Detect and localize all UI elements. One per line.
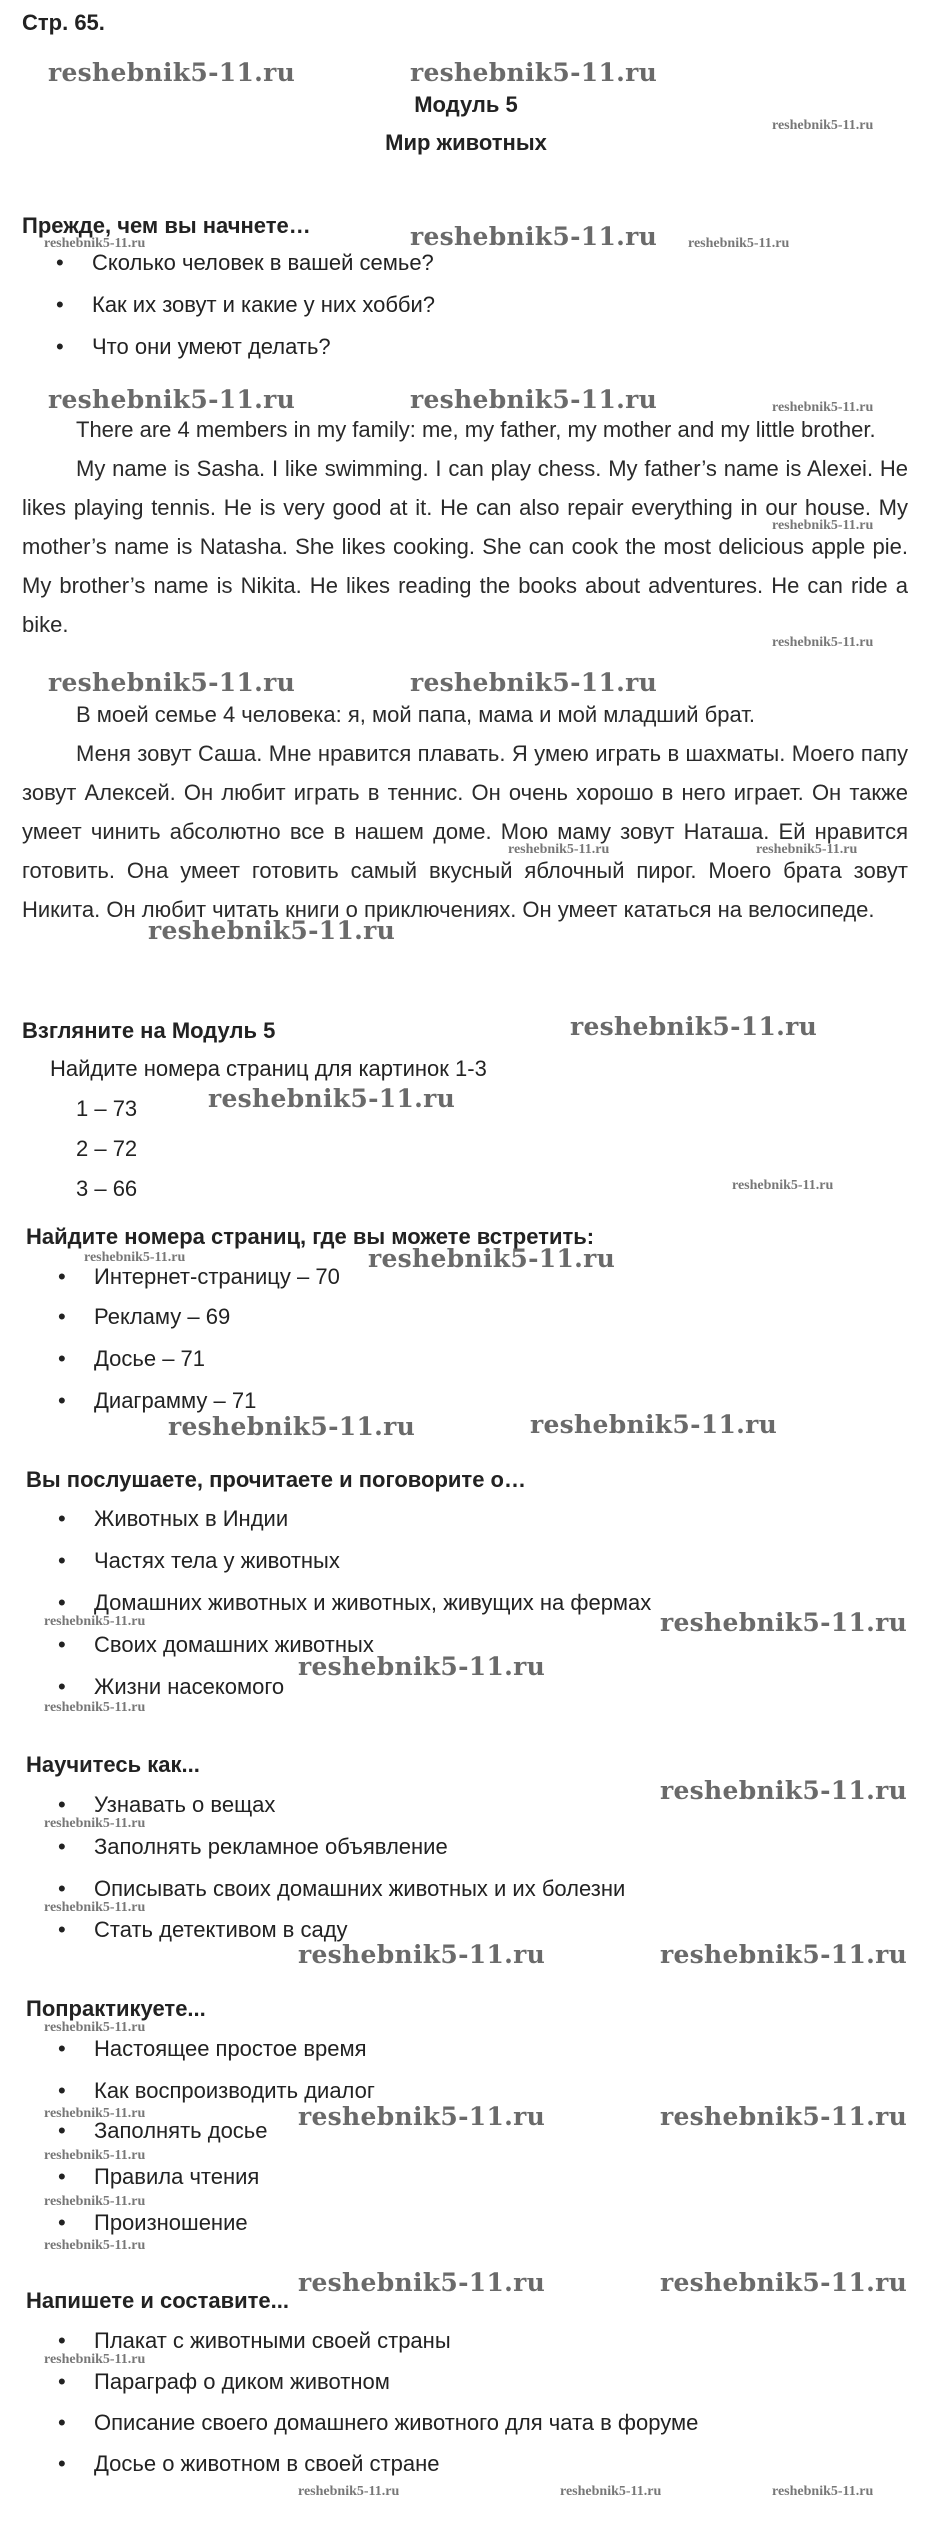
bullet-icon: • xyxy=(58,1792,66,1817)
bullet-icon: • xyxy=(58,2328,66,2353)
watermark: reshebnik5-11.ru xyxy=(560,2484,662,2499)
watermark: reshebnik5-11.ru xyxy=(44,2352,146,2367)
watermark: reshebnik5-11.ru xyxy=(530,1410,778,1439)
list-item: Описывать своих домашних животных и их болезни xyxy=(94,1876,626,1901)
watermark: reshebnik5-11.ru xyxy=(44,1900,146,1915)
list-item: Диаграмму – 71 xyxy=(94,1388,257,1413)
bullet-icon: • xyxy=(58,1834,66,1859)
bullet-icon: • xyxy=(58,2451,66,2476)
module-title: Модуль 5 xyxy=(414,92,518,117)
watermark: reshebnik5-11.ru xyxy=(772,118,874,133)
watermark: reshebnik5-11.ru xyxy=(772,2484,874,2499)
bullet-icon: • xyxy=(58,2369,66,2394)
list-item: Домашних животных и животных, живущих на фермах xyxy=(94,1590,652,1615)
bullet-icon: • xyxy=(58,1346,66,1371)
watermark: reshebnik5-11.ru xyxy=(410,58,658,87)
list-item: Узнавать о вещах xyxy=(94,1792,276,1817)
bullet-icon: • xyxy=(56,250,64,275)
list-item: Сколько человек в вашей семье? xyxy=(92,250,434,275)
watermark: reshebnik5-11.ru xyxy=(298,1652,546,1681)
watermark: reshebnik5-11.ru xyxy=(48,385,296,414)
section-heading-practice: Попрактикуете... xyxy=(26,1996,206,2021)
watermark: reshebnik5-11.ru xyxy=(168,1412,416,1441)
list-item: Стать детективом в саду xyxy=(94,1917,348,1942)
watermark: reshebnik5-11.ru xyxy=(148,916,396,945)
watermark: reshebnik5-11.ru xyxy=(660,1940,908,1969)
answer-item: 2 – 72 xyxy=(76,1136,138,1161)
russian-paragraph: Меня зовут Саша. Мне нравится плавать. Я умею играть в шахматы. Моего папу зовут Алексей. Он любит играть в теннис. Он очень хорошо в него играет. Он также умеет чинить абсолютно все в нашем доме. Мою маму зовут Наташа. Ей нравится готовить. Она умеет готовить самый вкусный яблочный пирог. Моего брата зовут Никита. Он любит читать книги о приключениях. Он умеет кататься на велосипеде. xyxy=(22,741,908,922)
watermark: reshebnik5-11.ru xyxy=(44,2238,146,2253)
watermark: reshebnik5-11.ru xyxy=(660,2102,908,2131)
watermark: reshebnik5-11.ru xyxy=(660,2268,908,2297)
bullet-icon: • xyxy=(58,2410,66,2435)
watermark: reshebnik5-11.ru xyxy=(688,236,790,251)
section-heading-find-pages: Найдите номера страниц, где вы можете встретить: xyxy=(26,1224,595,1249)
bullet-icon: • xyxy=(58,1264,66,1289)
watermark: reshebnik5-11.ru xyxy=(660,1776,908,1805)
watermark: reshebnik5-11.ru xyxy=(298,2484,400,2499)
list-item: Произношение xyxy=(94,2210,248,2235)
english-paragraph: My name is Sasha. I like swimming. I can play chess. My father’s name is Alexei. He likes playing tennis. He is very good at it. He can also repair everything in our house. My mother’s name is Natasha. She likes cooking. She can cook the most delicious apple pie. My brother’s name is Nikita. He likes reading the books about adventures. He can ride a bike. xyxy=(22,456,908,637)
list-item: Досье – 71 xyxy=(94,1346,206,1371)
list-item: Правила чтения xyxy=(94,2164,260,2189)
watermark: reshebnik5-11.ru xyxy=(772,635,874,650)
english-paragraph: There are 4 members in my family: me, my father, my mother and my little brother. xyxy=(76,417,876,442)
bullet-icon: • xyxy=(58,1388,66,1413)
list-item: Частях тела у животных xyxy=(94,1548,340,1573)
list-item: Животных в Индии xyxy=(94,1506,289,1531)
watermark: reshebnik5-11.ru xyxy=(298,2268,546,2297)
watermark: reshebnik5-11.ru xyxy=(298,1940,546,1969)
watermark: reshebnik5-11.ru xyxy=(772,518,874,533)
bullet-icon: • xyxy=(58,2210,66,2235)
bullet-icon: • xyxy=(58,2118,66,2143)
watermark: reshebnik5-11.ru xyxy=(48,58,296,87)
watermark: reshebnik5-11.ru xyxy=(732,1178,834,1193)
list-item: Интернет-страницу – 70 xyxy=(94,1264,340,1289)
watermark: reshebnik5-11.ru xyxy=(44,1614,146,1629)
page-label: Стр. 65. xyxy=(22,10,105,35)
answer-item: 3 – 66 xyxy=(76,1176,138,1201)
answer-item: 1 – 73 xyxy=(76,1096,138,1121)
watermark: reshebnik5-11.ru xyxy=(660,1608,908,1637)
watermark: reshebnik5-11.ru xyxy=(508,842,610,857)
list-item: Как воспроизводить диалог xyxy=(94,2078,375,2103)
watermark: reshebnik5-11.ru xyxy=(570,1012,818,1041)
russian-text xyxy=(22,695,908,929)
bullet-icon: • xyxy=(56,334,64,359)
section-heading-before-start: Прежде, чем вы начнете… xyxy=(22,213,311,238)
list-item: Своих домашних животных xyxy=(94,1632,374,1657)
watermark: reshebnik5-11.ru xyxy=(410,668,658,697)
bullet-icon: • xyxy=(58,1632,66,1657)
watermark: reshebnik5-11.ru xyxy=(410,222,658,251)
watermark: reshebnik5-11.ru xyxy=(44,2106,146,2121)
section-heading-listen-read-talk: Вы послушаете, прочитаете и поговорите о… xyxy=(26,1467,526,1492)
bullet-icon: • xyxy=(58,2036,66,2061)
bullet-icon: • xyxy=(58,1548,66,1573)
watermark: reshebnik5-11.ru xyxy=(772,400,874,415)
watermark: reshebnik5-11.ru xyxy=(44,1816,146,1831)
bullet-icon: • xyxy=(58,1590,66,1615)
watermark: reshebnik5-11.ru xyxy=(44,1700,146,1715)
watermark: reshebnik5-11.ru xyxy=(208,1084,456,1113)
bullet-icon: • xyxy=(56,292,64,317)
watermark: reshebnik5-11.ru xyxy=(756,842,858,857)
list-item: Что они умеют делать? xyxy=(92,334,331,359)
list-item: Как их зовут и какие у них хобби? xyxy=(92,292,436,317)
section-heading-look-at-module: Взгляните на Модуль 5 xyxy=(22,1018,276,1043)
watermark: reshebnik5-11.ru xyxy=(44,2194,146,2209)
bullet-icon: • xyxy=(58,1304,66,1329)
watermark: reshebnik5-11.ru xyxy=(410,385,658,414)
list-item: Описание своего домашнего животного для чата в форуме xyxy=(94,2410,699,2435)
list-item: Рекламу – 69 xyxy=(94,1304,231,1329)
list-item: Плакат с животными своей страны xyxy=(94,2328,451,2353)
list-item: Жизни насекомого xyxy=(94,1674,285,1699)
list-item: Заполнять досье xyxy=(94,2118,268,2143)
bullet-icon: • xyxy=(58,1876,66,1901)
bullet-icon: • xyxy=(58,1506,66,1531)
section-heading-write-compose: Напишете и составите... xyxy=(26,2288,290,2313)
bullet-icon: • xyxy=(58,2164,66,2189)
module-subtitle: Мир животных xyxy=(385,130,547,155)
bullet-icon: • xyxy=(58,1917,66,1942)
section-heading-learn-how: Научитесь как... xyxy=(26,1752,200,1777)
list-item: Настоящее простое время xyxy=(94,2036,367,2061)
watermark: reshebnik5-11.ru xyxy=(84,1250,186,1265)
bullet-icon: • xyxy=(58,1674,66,1699)
watermark: reshebnik5-11.ru xyxy=(44,2148,146,2163)
list-item: Досье о животном в своей стране xyxy=(94,2451,440,2476)
watermark: reshebnik5-11.ru xyxy=(368,1244,616,1273)
list-item: Параграф о диком животном xyxy=(94,2369,390,2394)
list-item: Заполнять рекламное объявление xyxy=(94,1834,448,1859)
russian-paragraph: В моей семье 4 человека: я, мой папа, мама и мой младший брат. xyxy=(76,702,755,727)
watermark: reshebnik5-11.ru xyxy=(44,2020,146,2035)
watermark: reshebnik5-11.ru xyxy=(44,236,146,251)
instruction-text: Найдите номера страниц для картинок 1-3 xyxy=(50,1056,487,1081)
watermark: reshebnik5-11.ru xyxy=(48,668,296,697)
bullet-icon: • xyxy=(58,2078,66,2103)
watermark: reshebnik5-11.ru xyxy=(298,2102,546,2131)
